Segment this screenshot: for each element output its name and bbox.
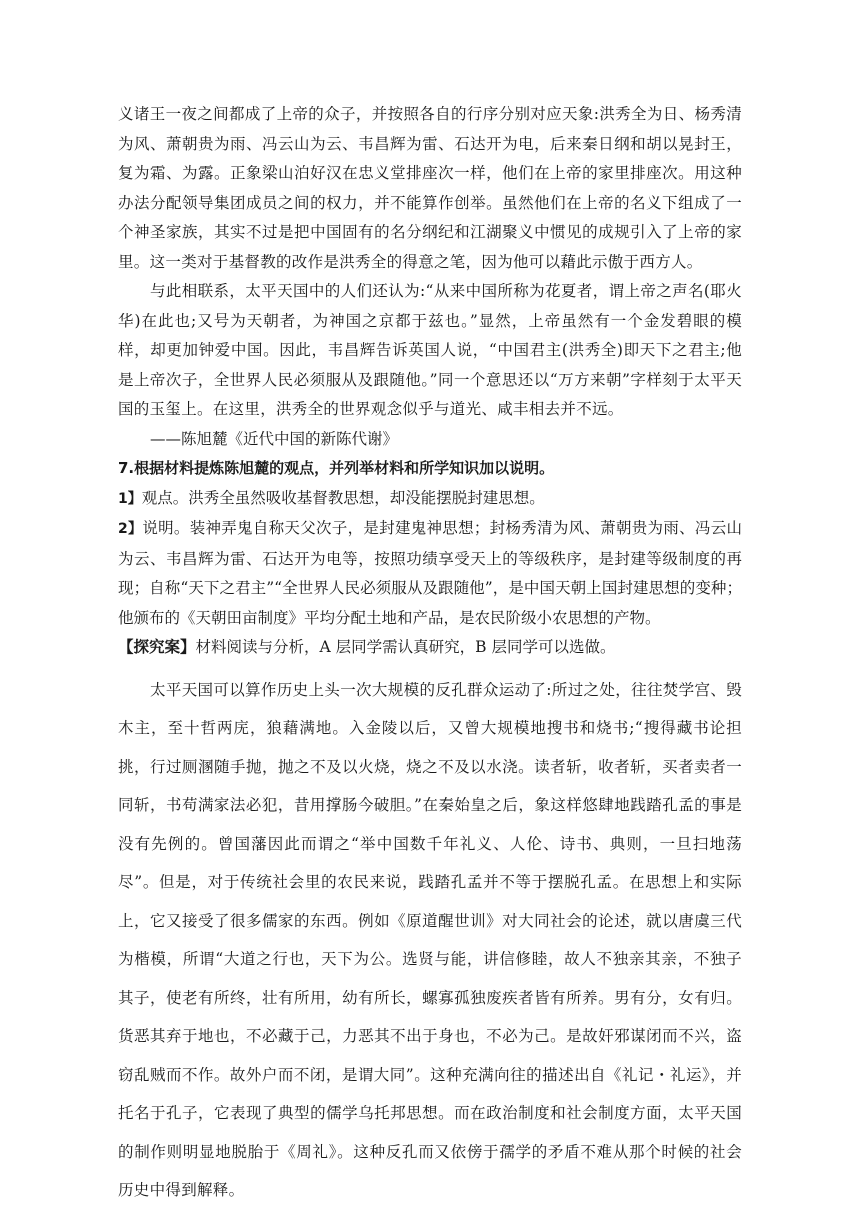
- document-page: [118, 100, 742, 1210]
- explore-section: [118, 633, 742, 663]
- material-b-paragraph: 太平天国可以算作历史上头一次大规模的反孔群众运动了:所过之处，往往焚学宫、毁木主，至十哲两庑，狼藉满地。入金陵以后，又曾大规模地搜书和烧书;“搜得藏书论担挑，行过厕溷随手抛，抛之不及以火烧，烧之不及以水浇。读者斩，收者斩，买者卖者一同斩，书苟满家法必犯，昔用撑肠今破胆。”在秦始皇之后，象这样悠肆地践踏孔孟的事是没有先例的。曾国藩因此而谓之“举中国数千年礼义、人伦、诗书、典则，一旦扫地荡尽”。但是，对于传统社会里的农民来说，践踏孔孟并不等于摆脱孔孟。在思想上和实际上，它又接受了很多儒家的东西。例如《原道醒世训》对大同社会的论述，就以唐虞三代为楷模，所谓“大道之行也，天下为公。选贤与能，讲信修睦，故人不独亲其亲，不独子其子，使老有所终，壮有所用，幼有所长，螺寡孤独废疾者皆有所养。男有分，女有归。货恶其弃于地也，不必藏于己，力恶其不出于身也，不必为己。是故奸邪谋闭而不兴，盗窃乱贼而不作。故外户而不闭，是谓大同”。这种充满向往的描述出自《礼记・礼运》，并托名于孔子，它表现了典型的儒学乌托邦思想。而在政治制度和社会制度方面，太平天国的制作则明显地脱胎于《周礼》。这种反孔而又依傍于孺学的矛盾不难从那个时候的社会历史中得到解释。: [118, 680, 742, 1199]
- material-a-paragraph-2: 与此相联系，太平天国中的人们还认为:“从来中国所称为花夏者，谓上帝之声名(耶火华)在此也;又号为天朝者，为神国之京都于兹也。”显然，上帝虽然有一个金发碧眼的模样，却更加钟爱中国。因此，韦昌辉告诉英国人说，“中国君主(洪秀全)即天下之君主;他是上帝次子，全世界人民必须服从及跟随他。”同一个意思还以“万方来朝”字样刻于太平天国的玉玺上。在这里，洪秀全的世界观念似乎与道光、咸丰相去并不远。: [118, 282, 742, 418]
- answer-1-number: 1】: [118, 490, 142, 507]
- answer-1: [118, 484, 742, 515]
- answer-2-number: 2】: [118, 521, 143, 537]
- explore-tag: 【探究案】: [118, 638, 196, 656]
- answer-2: [118, 514, 742, 633]
- question-title: 7.根据材料提炼陈旭麓的观点，并列举材料和所学知识加以说明。: [118, 459, 555, 477]
- explore-text: 材料阅读与分析，A 层同学需认真研究，B 层同学可以选做。: [195, 638, 616, 656]
- citation: ——陈旭麓《近代中国的新陈代谢》: [150, 429, 399, 448]
- answer-1-text: 观点。洪秀全虽然吸收基督教思想，却没能摆脱封建思想。: [141, 488, 545, 507]
- material-a-paragraph-1: 义诸王一夜之间都成了上帝的众子，并按照各自的行序分别对应天象:洪秀全为日、杨秀清为风、萧朝贵为雨、冯云山为云、韦昌辉为雷、石达开为电，后来秦日纲和胡以晃封王，复为霜、为露。正象梁山泊好汉在忠义堂排座次一样，他们在上帝的家里排座次。用这种办法分配领导集团成员之间的权力，并不能算作创举。虽然他们在上帝的名义下组成了一个神圣家族，其实不过是把中国固有的名分纲纪和江湖聚义中惯见的成规引入了上帝的家里。这一类对于基督教的改作是洪秀全的得意之笔，因为他可以藉此示傲于西方人。: [118, 105, 742, 271]
- answer-2-text: 说明。装神弄鬼自称天父次子，是封建鬼神思想；封杨秀清为风、萧朝贵为雨、冯云山为云、韦昌辉为雷、石达开为电等，按照功绩享受天上的等级秩序，是封建等级制度的再现；自称“天下之君主”“全世界人民必须服从及跟随他”，是中国天朝上国封建思想的变种；他颁布的《天朝田亩制度》平均分配土地和产品，是农民阶级小农思想的产物。: [118, 519, 742, 627]
